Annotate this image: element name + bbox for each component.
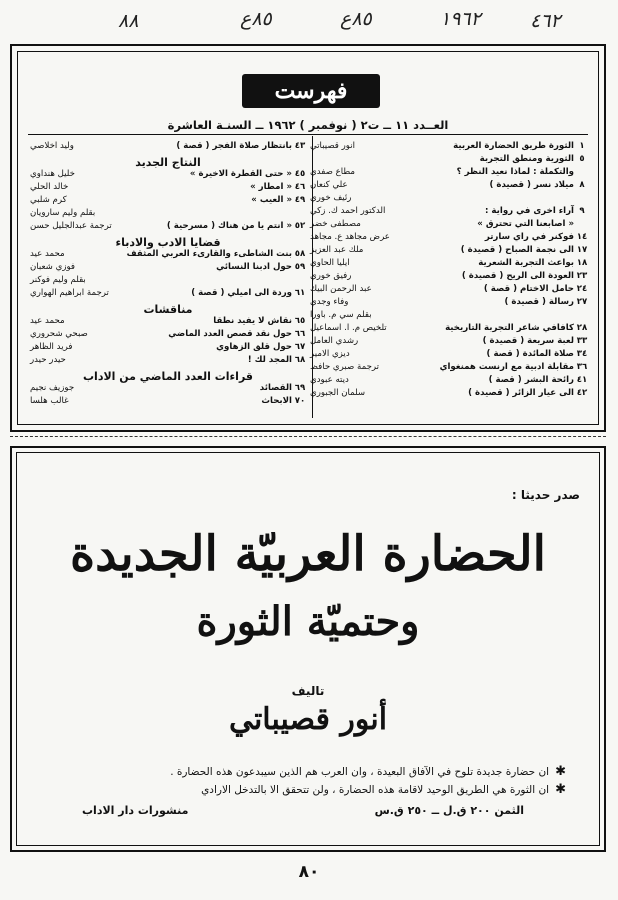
toc-entry [30,142,306,155]
dashed-separator [10,436,606,437]
star-icon: ✱ [555,782,566,797]
toc-entry-num: ٥٢ [294,221,306,231]
toc-entry-title: الابحاث [261,396,292,406]
book-advertisement [10,446,606,852]
toc-entry-author: عرض مجاهد ع. مجاهد [310,232,390,242]
toc-entry-num: ١ [579,141,585,151]
toc-entry-author: انور قصيباتي [310,141,356,151]
toc-entry-author: سلمان الجبوري [310,388,366,398]
table-of-contents [10,44,606,432]
toc-entry-author: محمد عيد [30,316,65,326]
toc-entry-author: بقلم وليم فوكنر [30,275,86,285]
toc-entry-num: ١٧ [576,245,588,255]
toc-entry-title: مقابلة ادبية مع ارنست همنغواي [439,362,574,372]
toc-entry-author: خالد الحلي [30,182,69,192]
note-5: ٤٦٢ [530,10,561,32]
publisher: منشورات دار الاداب [82,804,189,817]
toc-entry [30,397,306,410]
toc-entry-title: صلاة المائدة ( قصة ) [486,349,574,359]
toc-entry-title: نقاش لا يفيد نطقا [213,316,292,326]
toc-entry-author: علي كنعان [310,180,348,190]
toc-entry-author: ترجمة صبري حافظ [310,362,380,372]
toc-section-heading: قراءات العدد الماضي من الاداب [83,370,253,383]
toc-entry-title: كافافي شاعر التجربة التاريخية [445,323,574,333]
ad-bullet-1: ✱ان حضارة جديدة تلوح في الآفاق البعيدة ، وان العرب هم الذين سيبدعون هذه الحضارة . [170,764,566,779]
book-title-line1: الحضارة العربيّة الجديدة [70,526,546,582]
toc-entry-num: ٣٣ [576,336,588,346]
note-2: ٨٥ع [240,8,272,30]
toc-entry-title: رسالة ( قصيدة ) [504,297,574,307]
toc-entry-num: ١٨ [576,258,588,268]
toc-entry-title: حول قلق الزهاوي [216,342,292,352]
toc-entry-author: محمد عيد [30,249,65,259]
toc-entry-title: ميلاد نسر ( قصيدة ) [489,180,574,190]
toc-entry-num: ٢٤ [576,284,588,294]
toc-entry [310,181,588,194]
toc-entry-num: ٧٠ [294,396,306,406]
toc-entry-title: فوكنر في راي سارتر [484,232,574,242]
toc-entry-title: الثورية ومنطق التجربة [479,154,574,164]
toc-entry-author: جوزيف نجيم [30,383,75,393]
toc-entry-author: رئيف خوري [310,193,352,203]
toc-entry-title: « حتى القطرة الاخيرة » [189,169,292,179]
toc-entry-num: ٦٩ [294,383,306,393]
toc-entry-title: رائحة البشر ( قصة ) [488,375,574,385]
book-title-line2: وحتميّة الثورة [196,598,420,645]
toc-entry-title: آراء اخرى في رواية : [485,206,574,216]
toc-entry-author: خليل هنداوي [30,169,75,179]
star-icon: ✱ [555,764,566,779]
note-1: ٨٨ [118,10,139,32]
toc-entry-num: ٣٦ [576,362,588,372]
toc-entry-author: رفيق خوري [310,271,352,281]
toc-entry-num: ٤٥ [294,169,306,179]
toc-banner: فهرست [242,74,380,108]
ad-bullet-2: ✱ان الثورة هي الطريق الوحيد لاقامة هذه الحضارة ، ولن تتحقق الا بالتدخل الارادي [201,782,566,797]
toc-entry-title: والتكملة : لماذا نعيد النظر ؟ [456,167,574,177]
toc-entry-author: مطاع صفدي [310,167,356,177]
toc-entry-num: ٦٧ [294,342,306,352]
toc-entry-author: رشدي العامل [310,336,359,346]
toc-entry [30,289,306,302]
toc-entry-title: لعبة سريعة ( قصيدة ) [482,336,574,346]
toc-entry-author: ترجمة ابراهيم الهواري [30,288,109,298]
toc-entry-title: « العيب » [251,195,292,205]
toc-entry-title: وردة الى اميلي ( قصة ) [191,288,292,298]
handwritten-notes [0,4,618,42]
toc-left-column [30,142,306,410]
just-out-label: صدر حديثا : [511,488,580,502]
toc-entry [30,356,306,369]
toc-entry-title: حول ادبنا النسائي [216,262,292,272]
toc-entry-num: ٤٢ [576,388,588,398]
toc-entry-num: ٥٨ [294,249,306,259]
toc-entry-num: ٥٩ [294,262,306,272]
toc-entry-num: ٢٣ [576,271,588,281]
toc-entry-num: ٤٩ [294,195,306,205]
toc-entry-author: ايليا الحاوي [310,258,350,268]
note-3: ٨٥ع [340,8,372,30]
toc-entry-title: الى عيار الزائر ( قصيدة ) [468,388,574,398]
toc-entry-author: ملك عبد العزيز [310,245,364,255]
toc-entry-author: مصطفى خضر [310,219,361,229]
price: الثمن ٢٠٠ ق.ل ــ ٢٥٠ ق.س [374,804,524,817]
toc-entry-author: غالب هلسا [30,396,69,406]
toc-entry-num: ٥ [579,154,585,164]
toc-entry-author: بقلم سي م. باورا [310,310,372,320]
toc-divider [28,134,588,135]
toc-entry-author: الدكتور احمد ك. زكي [310,206,386,216]
toc-entry-title: « اصابعنا التي تحترق » [477,219,574,229]
toc-entry-author: فوزي شعبان [30,262,76,272]
toc-entry-author: بقلم وليم سارويان [30,208,96,218]
toc-entry-num: ٦٥ [294,316,306,326]
toc-entry-title: القصائد [259,383,292,393]
toc-entry-author: فريد الظاهر [30,342,73,352]
toc-entry-title: الى نجمة الصباح ( قصيدة ) [460,245,574,255]
toc-entry-title: حول نقد قصص العدد الماضي [168,329,292,339]
toc-entry-title: بواعث التجربة الشعرية [478,258,574,268]
toc-section-heading: قضايا الادب والادباء [115,236,221,249]
toc-entry-author: وليد اخلاصي [30,141,74,151]
toc-right-column [310,142,588,402]
toc-entry-num: ٢٨ [576,323,588,333]
toc-entry-title: المجد لك ! [247,355,292,365]
toc-entry-num: ٦٦ [294,329,306,339]
toc-entry-title: « انتم يا من هناك ( مسرحية ) [166,221,292,231]
toc-entry-num: ٩ [579,206,585,216]
toc-entry-title: بانتظار صلاة الفجر ( قصة ) [176,141,292,151]
toc-entry [310,389,588,402]
toc-section-heading: النتاج الجديد [135,156,201,169]
toc-entry [30,222,306,235]
toc-section-heading: مناقشات [143,303,193,316]
toc-entry-num: ٤١ [576,375,588,385]
toc-entry-num: ١٤ [576,232,588,242]
issue-line: العــدد ١١ ــ ت٢ ( نوفمبر ) ١٩٦٢ ــ السنـة العاشرة [167,118,449,132]
toc-entry-num: ٨ [579,180,585,190]
toc-entry-num: ٤٦ [294,182,306,192]
note-4: ١٩٦٢ [440,8,481,30]
toc-entry-num: ٦٨ [294,355,306,365]
toc-entry-author: حيدر حيدر [30,355,66,365]
page-number: ٨٠ [298,862,320,882]
toc-entry-title: بنت الشاطىء والقارىء العربي المثقف [126,249,292,259]
toc-entry-author: وفاء وجدي [310,297,349,307]
toc-entry-author: عبد الرحمن البيك [310,284,372,294]
toc-entry-num: ٤٣ [294,141,306,151]
toc-entry-author: ديته عبودي [310,375,349,385]
toc-entry-title: « امطار » [250,182,292,192]
toc-entry-title: العودة الى الريح ( قصيدة ) [461,271,574,281]
toc-entry-num: ٦١ [294,288,306,298]
ad-bullets [42,764,566,800]
toc-entry-author: صبحي شحروري [30,329,88,339]
toc-entry-author: كرم شلبي [30,195,67,205]
toc-entry-author: ديزي الامير [310,349,350,359]
by-label: تاليف [291,684,325,698]
toc-entry-title: الثورة طريق الحضارة العربية [453,141,574,151]
toc-entry-num: ٣٤ [576,349,588,359]
toc-entry-author: ترجمة عبدالجليل حسن [30,221,112,231]
book-author: أنور قصيباتي [228,702,388,737]
toc-entry-title: حامل الاختام ( قصة ) [483,284,574,294]
toc-entry-author: تلخيص م. ا. اسماعيل [310,323,387,333]
toc-entry-num: ٢٧ [576,297,588,307]
